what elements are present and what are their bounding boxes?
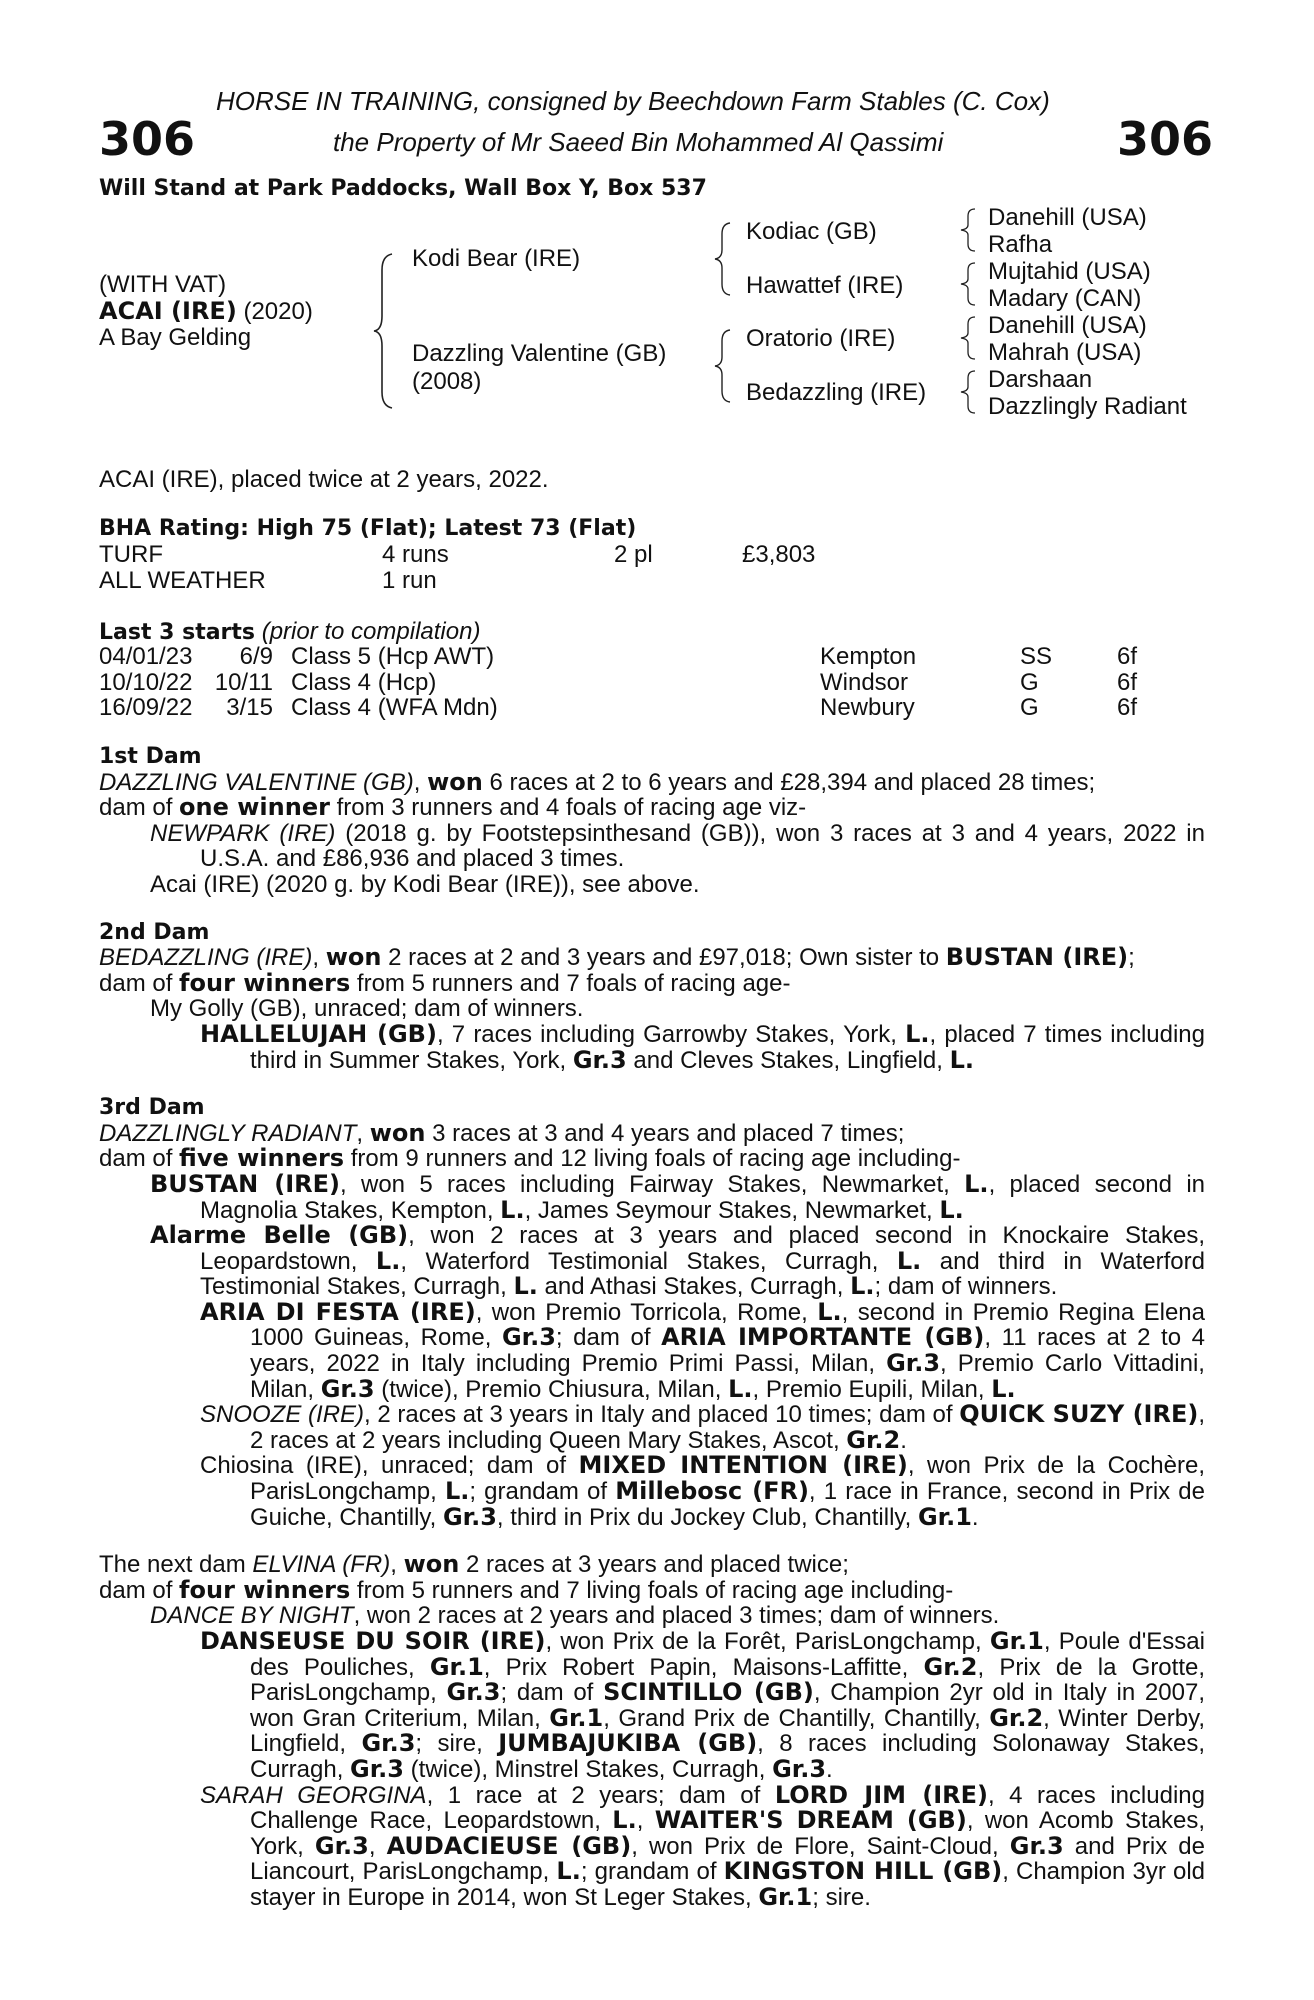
bold-text: ARIA DI FESTA (IRE) [200,1297,476,1326]
bold-text: Gr.3 [314,1831,369,1860]
runs: 1 run [382,567,437,594]
bold-text: L. [991,1374,1016,1403]
bold-text: LORD JIM (IRE) [774,1780,988,1809]
text-run: . [826,1755,833,1783]
text-run: , Poule d'Essai des Pouliches, [250,1628,1205,1681]
bold-text: won [403,1550,460,1579]
text-run: , Winter Derby, Lingfield, [250,1704,1206,1758]
bold-text: five winners [179,1144,345,1173]
dam-record [99,1118,1205,1147]
bold-text: Gr.3 [320,1374,375,1403]
text-run: (twice), Premio Chiusura, Milan, [374,1375,729,1403]
dam-record [99,767,1205,796]
bold-text: QUICK SUZY (IRE) [959,1400,1199,1429]
produce-summary [99,795,1205,821]
last-starts-title: Last 3 starts [99,620,256,645]
text-run: (2018 g. by Footstepsinthesand (GB)), won 3 races at 3 and 4 years, 2022 in U.S.A. and £86,936 and placed 3 times. [200,819,1205,873]
bold-text: L. [500,1195,525,1224]
text-run: and Cleves Stakes, Lingfield, [626,1046,950,1074]
runs: 4 runs [382,541,449,568]
start-position: 6/9 [239,643,273,670]
text-run: ; dam of winners. [874,1273,1058,1301]
text-run: dam of [99,794,180,822]
bold-text: Gr.3 [442,1502,497,1531]
start-position: 3/15 [226,694,273,721]
start-going: G [1020,669,1039,696]
bold-text: L. [905,1019,930,1048]
text-run: , 2 races at 3 years in Italy and placed 10 times; dam of [364,1401,960,1429]
bold-text: Gr.2 [989,1703,1044,1732]
produce-summary [99,1575,1205,1604]
text-run: and Athasi Stakes, Curragh, [537,1273,851,1301]
text-run: , placed 7 times including third in Summer Stakes, York, [250,1020,1205,1074]
produce-entry [99,872,1205,898]
text-run: , 4 races including Challenge Race, Leopardstown, [250,1781,1205,1835]
horse-title [99,297,313,326]
bold-text: L. [949,1045,975,1074]
last-starts-note: (prior to compilation) [255,618,481,645]
start-going: SS [1020,643,1053,670]
produce-entry [99,1603,1205,1629]
text-run: , second in Premio Regina Elena 1000 Guineas, Rome, [250,1298,1206,1352]
produce-entry [99,1629,1205,1783]
bold-text: L. [612,1806,637,1835]
text-run: . [971,1503,979,1531]
brace-dd [958,368,980,416]
second-dam-section [99,920,1205,1074]
dam-sire-sire: Danehill (USA) [988,312,1147,339]
text-run: , Premio Carlo Vittadini, Milan, [250,1350,1205,1403]
start-date: 16/09/22 [99,694,193,721]
dam-sire: Oratorio (IRE) [746,325,896,352]
bold-text: L. [939,1195,964,1224]
lot-number-left: 306 [99,112,196,166]
text-run: , 1 race in France, second in Prix de Guiche, Chantilly, [250,1478,1206,1531]
text-run: and third in Waterford Testimonial Stakes, Curragh, [200,1247,1205,1301]
start-date: 04/01/23 [99,643,193,670]
produce-entry [99,1169,1205,1224]
dam-record [99,945,1205,971]
start-course: Windsor [820,669,909,696]
start-distance: 6f [1117,669,1138,696]
bold-text: Gr.3 [501,1323,556,1352]
bold-text: Gr.1 [758,1882,813,1911]
text-run: dam of [99,1145,180,1173]
bold-text: Gr.1 [429,1652,484,1681]
bold-text: MIXED INTENTION (IRE) [578,1451,908,1480]
sire-sire-sire: Danehill (USA) [988,204,1147,231]
text-run: , won 2 races at 2 years and placed 3 times; dam of winners. [353,1602,1000,1630]
text-run: , Waterford Testimonial Stakes, Curragh, [400,1247,897,1275]
text-run: (twice), Minstrel Stakes, Curragh, [403,1755,773,1783]
horse-name: ACAI (IRE) [99,297,237,325]
text-run: ; dam of [500,1679,604,1707]
vat-note: (WITH VAT) [99,271,227,298]
brace-main [370,250,398,412]
text-run: 2 races at 2 and 3 years and £97,018; Own sister to [381,944,946,972]
text-run: . [900,1426,907,1454]
text-run: ; sire, [415,1730,499,1758]
property-line: the Property of Mr Saeed Bin Mohammed Al Qassimi [333,127,944,157]
text-run: ; dam of [555,1324,662,1352]
bold-text: four winners [179,968,351,997]
text-run: , placed second in Magnolia Stakes, Kempton, [200,1170,1205,1224]
dam-dam-dam: Dazzlingly Radiant [988,393,1187,420]
lot-number-right: 306 [1117,112,1214,166]
bold-text: Gr.1 [549,1703,604,1732]
text-run: The next dam [99,1551,253,1579]
sire-dam-sire: Mujtahid (USA) [988,258,1151,285]
section-heading: 3rd Dam [99,1095,205,1121]
dam: Dazzling Valentine (GB) [412,340,667,367]
text-run: , won Prix de Flore, Saint-Cloud, [631,1832,1010,1860]
bold-text: Gr.3 [1009,1831,1064,1860]
italic-text: SNOOZE (IRE) [200,1401,365,1429]
bold-text: HALLELUJAH (GB) [200,1019,437,1048]
dam-sire-dam: Mahrah (USA) [988,339,1142,366]
text-run: and Prix de Liancourt, ParisLongchamp, [250,1832,1206,1886]
bold-text: DANSEUSE DU SOIR (IRE) [200,1627,546,1655]
text-run: , won Prix de la Cochère, ParisLongchamp, [250,1452,1205,1506]
text-run: , third in Prix du Jockey Club, Chantilly, [496,1503,918,1531]
italic-text: DAZZLING VALENTINE (GB) [99,768,414,796]
start-distance: 6f [1117,694,1138,721]
produce-entry [99,821,1205,872]
text-run: from 5 runners and 7 foals of racing age- [350,969,791,997]
italic-text: NEWPARK (IRE) [150,819,336,847]
earnings: £3,803 [742,541,816,568]
text-run: Chiosina (IRE), unraced; dam of [200,1452,579,1480]
text-run: dam of [99,969,180,997]
text-run: , won Acomb Stakes, York, [250,1807,1205,1860]
dam-record [99,1552,1205,1578]
text-run: ; [1128,944,1135,972]
text-run: 2 races at 3 years and placed twice; [459,1551,849,1579]
text-run: , 7 races including Garrowby Stakes, York, [436,1020,906,1048]
brace-ss [958,206,980,254]
text-run: , won 5 races including Fairway Stakes, Newmarket, [340,1170,965,1198]
start-race: Class 4 (Hcp) [291,669,437,696]
bold-text: Gr.2 [846,1425,901,1454]
bold-text: one winner [179,793,330,822]
section-heading: 1st Dam [99,744,202,769]
bold-text: L. [964,1169,989,1198]
bold-text: KINGSTON HILL (GB) [723,1857,1003,1886]
text-run: , Prix Robert Papin, Maisons-Laffitte, [483,1653,924,1681]
bold-text: Millebosc (FR) [615,1477,809,1506]
text-run: , [356,1119,370,1147]
bold-text: L. [375,1246,401,1275]
start-distance: 6f [1117,643,1138,670]
text-run: , [636,1807,655,1835]
bold-text: Gr.3 [446,1678,501,1707]
bold-text: Alarme Belle (GB) [150,1221,409,1250]
start-course: Kempton [820,643,917,670]
text-run: , won 2 races at 3 years and placed second in Knockaire Stakes, Leopardstown, [200,1222,1205,1275]
surface: ALL WEATHER [99,567,266,594]
produce-entry [99,1297,1206,1403]
text-run: , [390,1551,404,1579]
start-going: G [1020,694,1039,721]
dam-year: (2008) [412,368,482,395]
bold-text: L. [444,1477,470,1506]
italic-text: ELVINA (FR) [252,1551,391,1579]
bold-text: Gr.3 [350,1754,404,1783]
text-run: from 9 runners and 12 living foals of racing age including- [344,1145,961,1173]
bold-text: SCINTILLO (GB) [603,1678,814,1707]
first-dam-section [99,744,1205,898]
sire: Kodi Bear (IRE) [412,245,581,272]
third-dam-section [99,1095,1205,1530]
sire-dam-dam: Madary (CAN) [988,285,1142,312]
text-run: , [368,1832,387,1860]
bha-rating: BHA Rating: High 75 (Flat); Latest 73 (Flat) [99,516,637,541]
text-run: , 1 race at 2 years; dam of [426,1781,775,1809]
section-heading: 2nd Dam [99,919,210,945]
sire-dam: Hawattef (IRE) [746,272,904,299]
text-run: , [413,768,428,796]
start-race: Class 5 (Hcp AWT) [291,643,495,670]
italic-text: DANCE BY NIGHT [150,1602,354,1630]
text-run: ; sire. [812,1883,871,1911]
bold-text: JUMBAJUKIBA (GB) [498,1729,758,1758]
text-run: dam of [99,1576,180,1604]
text-run: , Champion 3yr old stayer in Europe in 2014, won St Leger Stakes, [250,1858,1206,1911]
italic-text: BEDAZZLING (IRE) [99,944,313,972]
dam-dam: Bedazzling (IRE) [746,379,927,406]
bold-text: L. [896,1246,922,1275]
text-run: , won Premio Torricola, Rome, [475,1298,818,1326]
bold-text: four winners [179,1575,351,1604]
bold-text: Gr.3 [572,1045,627,1074]
text-run: My Golly (GB), unraced; dam of winners. [150,995,584,1023]
brace-dam [712,327,736,405]
produce-summary [99,968,1205,997]
bold-text: L. [513,1272,538,1301]
text-run: , Premio Eupili, Milan, [752,1375,992,1403]
next-dam-section [99,1552,1205,1910]
start-position: 10/11 [214,669,273,696]
catalogue-body [99,744,1205,1911]
italic-text: DAZZLINGLY RADIANT [99,1119,357,1147]
start-course: Newbury [820,694,915,721]
text-run: from 3 runners and 4 foals of racing age viz- [329,794,807,822]
sire-sire: Kodiac (GB) [746,218,877,245]
produce-entry [99,1780,1206,1911]
bold-text: Gr.3 [361,1729,416,1758]
text-run: , won Prix de la Forêt, ParisLongchamp, [545,1628,990,1655]
bold-text: L. [728,1374,753,1403]
text-run: ; grandam of [580,1858,724,1886]
bold-text: Gr.1 [917,1502,972,1531]
produce-entry [99,1402,1205,1453]
last-starts-heading [99,618,480,646]
start-date: 10/10/22 [99,669,193,696]
text-run: 3 races at 3 and 4 years and placed 7 times; [425,1119,905,1147]
text-run: 6 races at 2 to 6 years and £28,394 and placed 28 times; [482,768,1096,796]
produce-summary [99,1146,1205,1172]
bold-text: won [325,943,382,972]
bold-text: WAITER'S DREAM (GB) [654,1806,967,1835]
placed: 2 pl [614,541,653,568]
text-run: Acai (IRE) (2020 g. by Kodi Bear (IRE)), see above. [150,870,700,898]
bold-text: won [427,767,483,796]
horse-description: A Bay Gelding [99,324,252,351]
bold-text: AUDACIEUSE (GB) [386,1831,632,1860]
text-run: , James Seymour Stakes, Newmarket, [524,1196,940,1224]
bold-text: Gr.3 [886,1349,941,1378]
horse-year: (2020) [236,298,313,325]
bold-text: Gr.1 [989,1627,1044,1655]
text-run: , Champion 2yr old in Italy in 2007, won Gran Criterium, Milan, [250,1679,1205,1732]
stand-location: Will Stand at Park Paddocks, Wall Box Y, Box 537 [99,176,707,201]
bold-text: BUSTAN (IRE) [945,943,1129,972]
brace-ds [958,314,980,362]
text-run: , [312,944,326,972]
text-run: , Grand Prix de Chantilly, Chantilly, [603,1704,990,1732]
surface: TURF [99,541,163,568]
bold-text: Gr.3 [772,1754,827,1783]
bold-text: BUSTAN (IRE) [150,1169,340,1198]
bold-text: L. [817,1297,842,1326]
text-run: , Prix de la Grotte, ParisLongchamp, [250,1653,1206,1707]
bold-text: won [369,1118,426,1147]
sire-sire-dam: Rafha [988,231,1053,258]
produce-entry [99,1223,1205,1300]
bold-text: L. [556,1857,581,1886]
produce-entry [99,1453,1205,1530]
consignor-line: HORSE IN TRAINING, consigned by Beechdown Farm Stables (C. Cox) [216,86,1050,116]
text-run: , 8 races including Solonaway Stakes, Curragh, [250,1730,1205,1783]
text-run: from 5 runners and 7 living foals of racing age including- [350,1576,954,1604]
brace-sd [958,260,980,308]
start-race: Class 4 (WFA Mdn) [291,694,498,721]
bold-text: Gr.2 [923,1652,978,1681]
produce-entry [99,996,1205,1022]
race-summary: ACAI (IRE), placed twice at 2 years, 2022. [99,466,549,493]
text-run: , 2 races at 2 years including Queen Mary Stakes, Ascot, [250,1401,1205,1454]
bold-text: L. [850,1272,875,1301]
brace-sire [712,220,736,298]
text-run: , 11 races at 2 to 4 years, 2022 in Italy including Premio Primi Passi, Milan, [250,1324,1205,1378]
dam-dam-sire: Darshaan [988,366,1093,393]
bold-text: ARIA IMPORTANTE (GB) [661,1323,985,1352]
text-run: ; grandam of [469,1478,616,1506]
produce-entry [99,1019,1205,1074]
italic-text: SARAH GEORGINA [200,1781,427,1809]
